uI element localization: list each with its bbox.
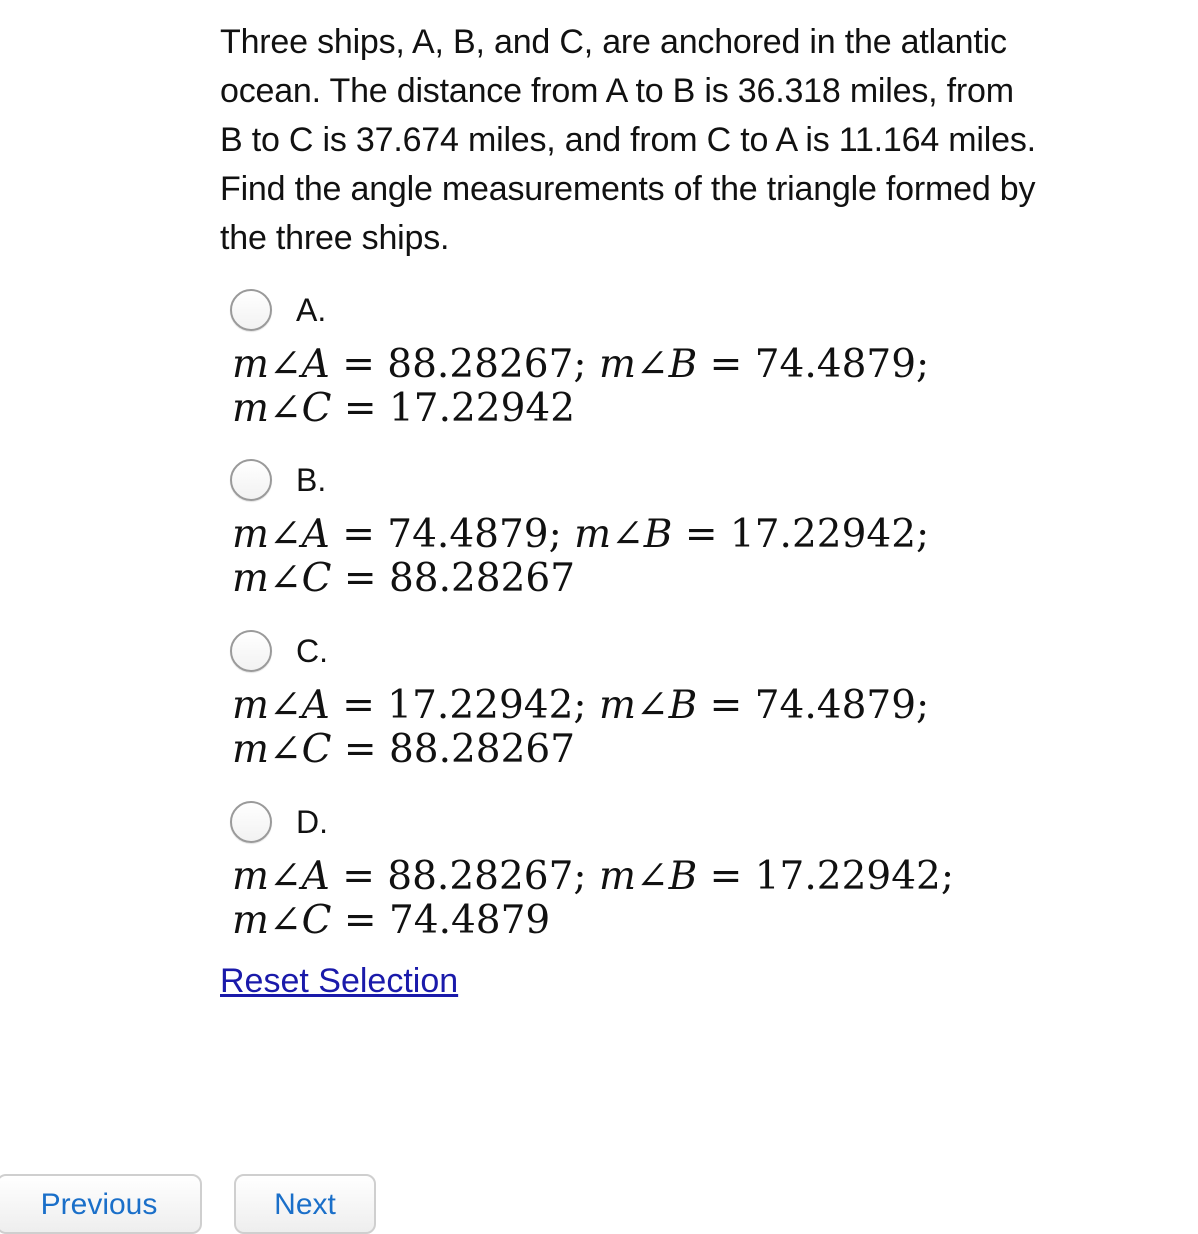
- reset-selection-link[interactable]: Reset Selection: [220, 962, 459, 1000]
- answer-choice-c: [220, 626, 1120, 772]
- previous-button[interactable]: Previous: [0, 1174, 202, 1234]
- choice-header[interactable]: [220, 626, 1120, 676]
- angle-b-label: m∠B: [574, 512, 673, 557]
- choice-formula: [232, 684, 1120, 772]
- choice-letter: C.: [296, 632, 328, 669]
- angle-c-label: m∠C: [232, 898, 332, 943]
- angle-c-value: = 88.28267: [331, 556, 576, 601]
- angle-a-label: m∠A: [232, 342, 330, 387]
- choice-header[interactable]: [220, 285, 1120, 335]
- radio-button[interactable]: [230, 459, 272, 501]
- angle-b-value: = 74.4879;: [697, 683, 930, 728]
- question-line: Find the angle measurements of the triangle formed by: [220, 170, 1036, 208]
- choice-header[interactable]: [220, 797, 1120, 847]
- angle-a-label: m∠A: [232, 683, 330, 728]
- angle-c-label: m∠C: [232, 386, 332, 431]
- angle-a-value: = 74.4879;: [329, 512, 575, 557]
- question-line: ocean. The distance from A to B is 36.318 miles, from: [220, 72, 1014, 110]
- choice-formula: [232, 855, 1120, 943]
- choice-letter: A.: [296, 291, 327, 328]
- angle-a-value: = 88.28267;: [329, 342, 599, 387]
- next-button[interactable]: Next: [234, 1174, 376, 1234]
- question-line: B to C is 37.674 miles, and from C to A is 11.164 miles.: [220, 121, 1036, 159]
- choice-letter: D.: [296, 803, 328, 840]
- angle-c-value: = 88.28267: [331, 727, 576, 772]
- question-text: [220, 18, 1180, 263]
- angle-a-label: m∠A: [232, 854, 330, 899]
- angle-c-value: = 17.22942: [331, 386, 576, 431]
- radio-button[interactable]: [230, 801, 272, 843]
- angle-c-label: m∠C: [232, 727, 332, 772]
- angle-a-value: = 17.22942;: [329, 683, 599, 728]
- choice-formula: [232, 513, 1120, 601]
- question-line: Three ships, A, B, and C, are anchored in the atlantic: [220, 23, 1007, 61]
- angle-b-label: m∠B: [598, 342, 698, 387]
- angle-b-label: m∠B: [598, 683, 698, 728]
- angle-b-value: = 17.22942;: [672, 512, 930, 557]
- radio-button[interactable]: [230, 289, 272, 331]
- angle-b-value: = 17.22942;: [697, 854, 954, 899]
- angle-a-label: m∠A: [232, 512, 330, 557]
- answer-choice-b: [220, 455, 1120, 601]
- answer-choice-d: [220, 797, 1120, 943]
- question-line: the three ships.: [220, 219, 450, 257]
- choice-letter: B.: [296, 461, 327, 498]
- choice-formula: [232, 343, 1120, 431]
- angle-a-value: = 88.28267;: [329, 854, 599, 899]
- angle-b-value: = 74.4879;: [697, 342, 930, 387]
- angle-c-value: = 74.4879: [331, 898, 551, 943]
- angle-c-label: m∠C: [232, 556, 332, 601]
- radio-button[interactable]: [230, 630, 272, 672]
- answer-choice-a: [220, 285, 1120, 431]
- angle-b-label: m∠B: [598, 854, 698, 899]
- choice-header[interactable]: [220, 455, 1120, 505]
